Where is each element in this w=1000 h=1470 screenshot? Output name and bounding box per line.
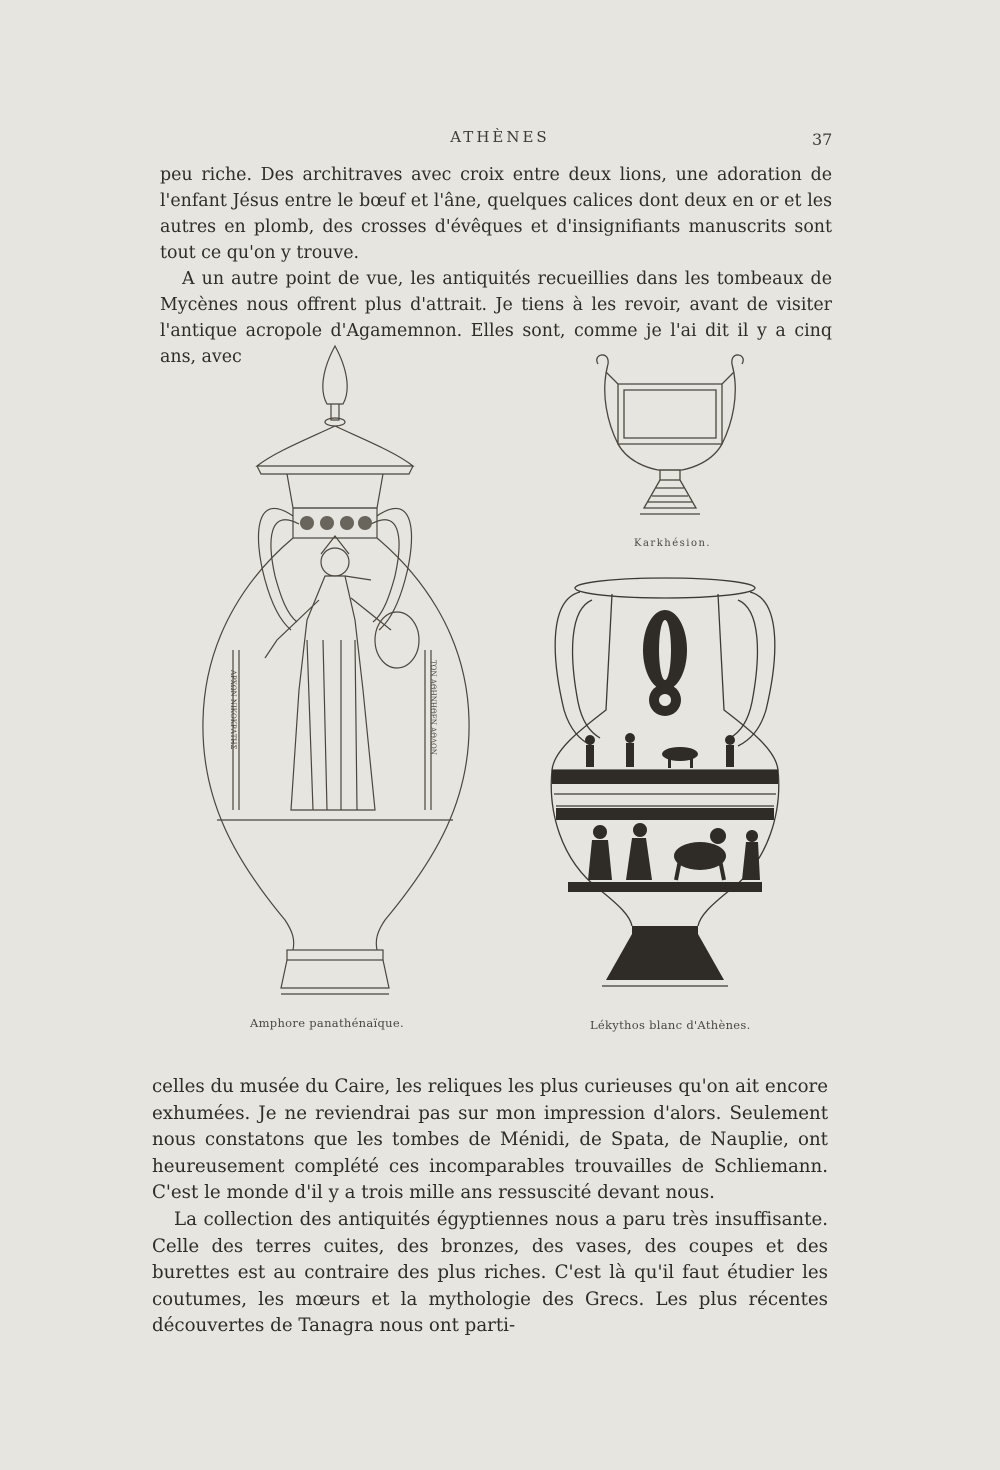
lekythos-illustration: [540, 570, 790, 1000]
amphora-illustration: [195, 340, 485, 1000]
body-text-bottom: [152, 1074, 828, 1340]
karkhesion-caption: Karkhésion.: [634, 538, 712, 549]
svg-text:ΤΩΝ ΑΘΗΝΗΘΕΝ ΑΘΛΩΝ: ΤΩΝ ΑΘΗΝΗΘΕΝ ΑΘΛΩΝ: [429, 660, 437, 755]
paragraph: celles du musée du Caire, les reliques les plus curieuses qu'on ait encore exhumées. Je ne reviendrai pas sur mon impression d'alors. Seulement nous constatons que les tombes de Ménidi, de Spata, de Nauplie, ont heureusement complété ces incomparables trouvailles de Schliemann. C'est le monde d'il y a trois mille ans ressuscité devant nous.: [152, 1076, 828, 1204]
paragraph: peu riche. Des architraves avec croix entre deux lions, une adoration de l'enfant Jésus entre le bœuf et l'âne, quelques calices dont deux en or et les autres en plomb, des crosses d'évêques et d'insignifiants manuscrits sont tout ce qu'on y trouve.: [160, 165, 832, 263]
lekythos-caption: Lékythos blanc d'Athènes.: [590, 1018, 751, 1032]
amphora-caption: Amphore panathénaïque.: [250, 1016, 404, 1030]
running-title: ATHÈNES: [450, 128, 550, 146]
page-number: 37: [812, 130, 833, 149]
karkhesion-illustration: [578, 344, 762, 528]
svg-text:ΑΡΧΩΝ ΝΙΚΟΚΡΑΤΗΣ: ΑΡΧΩΝ ΝΙΚΟΚΡΑΤΗΣ: [229, 670, 237, 750]
paragraph: A un autre point de vue, les antiquités recueillies dans les tombeaux de Mycènes nous offrent plus d'attrait. Je tiens à les revoir, avant de visiter l'antique acropole d'Agamemnon. Elles sont, comme je l'ai dit il y a cinq ans, avec: [160, 269, 832, 367]
body-text-top: [160, 162, 832, 370]
paragraph: La collection des antiquités égyptiennes nous a paru très insuffisante. Celle des terres cuites, des bronzes, des vases, des coupes et des burettes est au contraire des plus riches. C'est là qu'il faut étudier les coutumes, les mœurs et la mythologie des Grecs. Les plus récentes découvertes de Tanagra nous ont parti-: [152, 1208, 828, 1337]
